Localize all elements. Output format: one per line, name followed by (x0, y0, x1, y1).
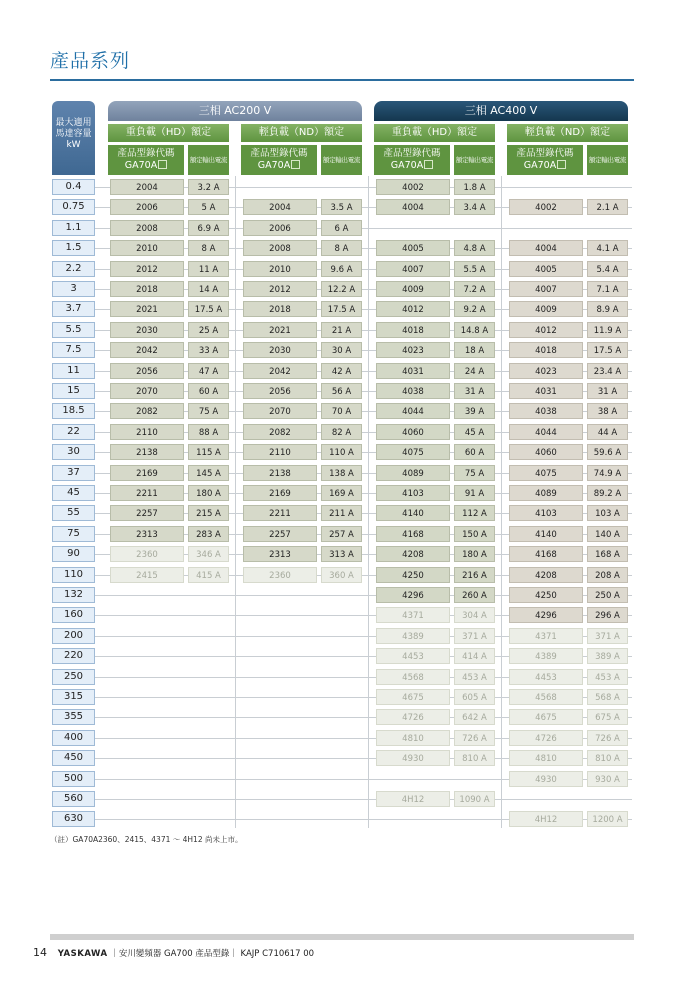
rated-current-cell: 47 A (188, 363, 229, 379)
rated-current-cell: 3.2 A (188, 179, 229, 195)
model-code-cell: 4038 (509, 403, 583, 419)
rated-current-cell: 150 A (454, 526, 495, 542)
model-code-cell: 4453 (376, 648, 450, 664)
code-header-prefix: GA70A (257, 160, 291, 171)
rated-current-cell: 8 A (321, 240, 362, 256)
kw-cell: 45 (52, 485, 95, 501)
amp-column-header: 額定輸出電流 (454, 145, 495, 175)
page-title: 產品系列 (50, 50, 131, 72)
rated-current-cell: 9.2 A (454, 301, 495, 317)
rated-current-cell: 17.5 A (188, 301, 229, 317)
kw-header-line: kW (66, 140, 81, 150)
code-header-line1: 產品型錄代碼 (516, 148, 574, 159)
rated-current-cell: 675 A (587, 709, 628, 725)
model-code-cell: 4208 (376, 546, 450, 562)
code-column-header (374, 145, 450, 175)
kw-cell: 37 (52, 465, 95, 481)
rated-current-cell: 453 A (454, 669, 495, 685)
rated-current-cell: 23.4 A (587, 363, 628, 379)
rated-current-cell: 60 A (188, 383, 229, 399)
rated-current-cell: 115 A (188, 444, 229, 460)
code-header-prefix: GA70A (390, 160, 424, 171)
kw-cell: 5.5 (52, 322, 95, 338)
model-code-cell: 4007 (376, 261, 450, 277)
model-code-cell: 4810 (509, 750, 583, 766)
rated-current-cell: 45 A (454, 424, 495, 440)
rated-current-cell: 642 A (454, 709, 495, 725)
rated-current-cell: 2.1 A (587, 199, 628, 215)
rated-current-cell: 59.6 A (587, 444, 628, 460)
model-code-cell: 2008 (110, 220, 184, 236)
rated-current-cell: 5.4 A (587, 261, 628, 277)
rated-current-cell: 12.2 A (321, 281, 362, 297)
code-header-line1: 產品型錄代碼 (383, 148, 441, 159)
rated-current-cell: 313 A (321, 546, 362, 562)
model-code-cell: 2018 (110, 281, 184, 297)
hd400-header: 重負載（HD）額定 (374, 124, 495, 142)
model-code-cell: 2415 (110, 567, 184, 583)
rated-current-cell: 260 A (454, 587, 495, 603)
kw-cell: 22 (52, 424, 95, 440)
rated-current-cell: 75 A (454, 465, 495, 481)
model-code-cell: 2006 (110, 199, 184, 215)
model-code-cell: 2257 (110, 505, 184, 521)
kw-cell: 18.5 (52, 403, 95, 419)
model-code-cell: 2012 (243, 281, 317, 297)
rated-current-cell: 4.1 A (587, 240, 628, 256)
model-code-cell: 2004 (243, 199, 317, 215)
model-code-cell: 4060 (509, 444, 583, 460)
kw-header-line: 馬達容量 (55, 129, 92, 139)
model-code-cell: 4031 (509, 383, 583, 399)
kw-cell: 3.7 (52, 301, 95, 317)
model-code-cell: 4038 (376, 383, 450, 399)
rated-current-cell: 180 A (454, 546, 495, 562)
model-code-cell: 2360 (243, 567, 317, 583)
model-code-cell: 2030 (110, 322, 184, 338)
rated-current-cell: 371 A (454, 628, 495, 644)
kw-cell: 30 (52, 444, 95, 460)
kw-cell: 55 (52, 505, 95, 521)
rated-current-cell: 30 A (321, 342, 362, 358)
model-code-cell: 2070 (110, 383, 184, 399)
model-code-cell: 4930 (509, 771, 583, 787)
rated-current-cell: 304 A (454, 607, 495, 623)
model-code-cell: 4453 (509, 669, 583, 685)
kw-cell: 315 (52, 689, 95, 705)
model-code-cell: 4012 (509, 322, 583, 338)
model-code-cell: 2110 (110, 424, 184, 440)
kw-cell: 355 (52, 709, 95, 725)
rated-current-cell: 21 A (321, 322, 362, 338)
rated-current-cell: 930 A (587, 771, 628, 787)
rated-current-cell: 810 A (454, 750, 495, 766)
rated-current-cell: 168 A (587, 546, 628, 562)
model-code-cell: 4002 (509, 199, 583, 215)
model-code-cell: 2257 (243, 526, 317, 542)
model-code-cell: 2360 (110, 546, 184, 562)
model-code-cell: 2138 (243, 465, 317, 481)
rated-current-cell: 31 A (587, 383, 628, 399)
rated-current-cell: 283 A (188, 526, 229, 542)
rated-current-cell: 18 A (454, 342, 495, 358)
rated-current-cell: 112 A (454, 505, 495, 521)
rated-current-cell: 415 A (188, 567, 229, 583)
model-code-cell: 4810 (376, 730, 450, 746)
model-code-cell: 4389 (376, 628, 450, 644)
rated-current-cell: 1200 A (587, 811, 628, 827)
kw-cell: 110 (52, 567, 95, 583)
rated-current-cell: 568 A (587, 689, 628, 705)
model-code-cell: 2021 (110, 301, 184, 317)
rated-current-cell: 726 A (587, 730, 628, 746)
model-code-cell: 4012 (376, 301, 450, 317)
kw-cell: 7.5 (52, 342, 95, 358)
model-code-cell: 4018 (509, 342, 583, 358)
rated-current-cell: 726 A (454, 730, 495, 746)
rated-current-cell: 3.4 A (454, 199, 495, 215)
model-code-cell: 2056 (110, 363, 184, 379)
model-code-cell: 4004 (509, 240, 583, 256)
kw-cell: 0.4 (52, 179, 95, 195)
footnote: （註）GA70A2360、2415、4371 ～ 4H12 尚未上市。 (50, 835, 243, 844)
model-code-cell: 4H12 (376, 791, 450, 807)
rated-current-cell: 360 A (321, 567, 362, 583)
model-code-cell: 4568 (376, 669, 450, 685)
rated-current-cell: 215 A (188, 505, 229, 521)
model-code-cell: 4371 (509, 628, 583, 644)
rated-current-cell: 5 A (188, 199, 229, 215)
code-header-line1: 產品型錄代碼 (250, 148, 308, 159)
model-code-cell: 4103 (509, 505, 583, 521)
kw-cell: 75 (52, 526, 95, 542)
rated-current-cell: 33 A (188, 342, 229, 358)
model-code-cell: 2082 (110, 403, 184, 419)
rated-current-cell: 17.5 A (587, 342, 628, 358)
model-code-cell: 2169 (110, 465, 184, 481)
rated-current-cell: 42 A (321, 363, 362, 379)
model-code-cell: 2138 (110, 444, 184, 460)
model-code-cell: 2010 (110, 240, 184, 256)
rated-current-cell: 257 A (321, 526, 362, 542)
rated-current-cell: 1090 A (454, 791, 495, 807)
model-code-cell: 4296 (509, 607, 583, 623)
rated-current-cell: 88 A (188, 424, 229, 440)
model-code-cell: 2021 (243, 322, 317, 338)
model-code-cell: 4089 (376, 465, 450, 481)
rated-current-cell: 25 A (188, 322, 229, 338)
rated-current-cell: 6.9 A (188, 220, 229, 236)
model-code-cell: 4168 (376, 526, 450, 542)
amp-column-header: 額定輸出電流 (188, 145, 229, 175)
rated-current-cell: 14 A (188, 281, 229, 297)
kw-cell: 3 (52, 281, 95, 297)
model-code-cell: 4044 (509, 424, 583, 440)
hd200-header: 重負載（HD）額定 (108, 124, 229, 142)
model-code-cell: 4023 (509, 363, 583, 379)
rated-current-cell: 103 A (587, 505, 628, 521)
rated-current-cell: 89.2 A (587, 485, 628, 501)
model-code-cell: 4296 (376, 587, 450, 603)
rated-current-cell: 346 A (188, 546, 229, 562)
rated-current-cell: 14.8 A (454, 322, 495, 338)
model-code-cell: 2056 (243, 383, 317, 399)
model-code-cell: 2211 (243, 505, 317, 521)
code-header-line2 (374, 160, 450, 172)
model-code-cell: 4009 (509, 301, 583, 317)
voltage-400-header: 三相 AC400 V (374, 101, 628, 121)
rated-current-cell: 9.6 A (321, 261, 362, 277)
model-code-cell: 2004 (110, 179, 184, 195)
code-column-header (108, 145, 184, 175)
code-header-line2 (108, 160, 184, 172)
title-rule (50, 79, 634, 81)
model-code-cell: 4140 (509, 526, 583, 542)
nd200-header: 輕負載（ND）額定 (241, 124, 362, 142)
code-column-header (507, 145, 583, 175)
rated-current-cell: 17.5 A (321, 301, 362, 317)
placeholder-box-icon (557, 160, 566, 169)
code-column-header (241, 145, 317, 175)
model-code-cell: 2006 (243, 220, 317, 236)
column-divider (501, 176, 502, 828)
rated-current-cell: 414 A (454, 648, 495, 664)
kw-cell: 400 (52, 730, 95, 746)
rated-current-cell: 180 A (188, 485, 229, 501)
column-divider (235, 176, 236, 828)
model-code-cell: 4930 (376, 750, 450, 766)
rated-current-cell: 60 A (454, 444, 495, 460)
footer-text: ｜安川變頻器 GA700 產品型錄｜ KAJP C710617 00 (110, 949, 315, 959)
code-header-line1: 產品型錄代碼 (117, 148, 175, 159)
model-code-cell: 4018 (376, 322, 450, 338)
page-footer (33, 946, 314, 959)
kw-cell: 2.2 (52, 261, 95, 277)
rated-current-cell: 8 A (188, 240, 229, 256)
rated-current-cell: 91 A (454, 485, 495, 501)
model-code-cell: 4075 (376, 444, 450, 460)
code-header-prefix: GA70A (124, 160, 158, 171)
brand-name: YASKAWA (57, 949, 108, 959)
model-code-cell: 2211 (110, 485, 184, 501)
rated-current-cell: 11.9 A (587, 322, 628, 338)
rated-current-cell: 605 A (454, 689, 495, 705)
rated-current-cell: 140 A (587, 526, 628, 542)
kw-header-line: 最大適用 (55, 118, 92, 128)
rated-current-cell: 371 A (587, 628, 628, 644)
kw-cell: 15 (52, 383, 95, 399)
kw-cell: 132 (52, 587, 95, 603)
model-code-cell: 2012 (110, 261, 184, 277)
model-code-cell: 2082 (243, 424, 317, 440)
kw-cell: 90 (52, 546, 95, 562)
kw-cell: 250 (52, 669, 95, 685)
rated-current-cell: 389 A (587, 648, 628, 664)
model-code-cell: 4002 (376, 179, 450, 195)
model-code-cell: 4568 (509, 689, 583, 705)
rated-current-cell: 7.1 A (587, 281, 628, 297)
placeholder-box-icon (158, 160, 167, 169)
column-divider (368, 176, 369, 828)
model-code-cell: 4005 (509, 261, 583, 277)
rated-current-cell: 74.9 A (587, 465, 628, 481)
model-code-cell: 2008 (243, 240, 317, 256)
rated-current-cell: 110 A (321, 444, 362, 460)
placeholder-box-icon (424, 160, 433, 169)
model-code-cell: 4726 (509, 730, 583, 746)
amp-column-header: 額定輸出電流 (321, 145, 362, 175)
model-code-cell: 2313 (243, 546, 317, 562)
kw-cell: 630 (52, 811, 95, 827)
rated-current-cell: 82 A (321, 424, 362, 440)
model-code-cell: 4726 (376, 709, 450, 725)
kw-cell: 560 (52, 791, 95, 807)
rated-current-cell: 208 A (587, 567, 628, 583)
model-code-cell: 4023 (376, 342, 450, 358)
rated-current-cell: 24 A (454, 363, 495, 379)
rated-current-cell: 70 A (321, 403, 362, 419)
model-code-cell: 4250 (509, 587, 583, 603)
model-code-cell: 4208 (509, 567, 583, 583)
code-header-prefix: GA70A (523, 160, 557, 171)
rated-current-cell: 11 A (188, 261, 229, 277)
model-code-cell: 2169 (243, 485, 317, 501)
model-code-cell: 4168 (509, 546, 583, 562)
kw-cell: 0.75 (52, 199, 95, 215)
page-number: 14 (33, 946, 47, 959)
model-code-cell: 4004 (376, 199, 450, 215)
rated-current-cell: 75 A (188, 403, 229, 419)
kw-cell: 500 (52, 771, 95, 787)
rated-current-cell: 8.9 A (587, 301, 628, 317)
kw-column-header (52, 101, 95, 175)
kw-cell: 1.5 (52, 240, 95, 256)
model-code-cell: 4075 (509, 465, 583, 481)
model-code-cell: 4675 (376, 689, 450, 705)
code-header-line2 (507, 160, 583, 172)
kw-cell: 160 (52, 607, 95, 623)
kw-cell: 1.1 (52, 220, 95, 236)
model-code-cell: 4007 (509, 281, 583, 297)
model-code-cell: 2313 (110, 526, 184, 542)
amp-column-header: 額定輸出電流 (587, 145, 628, 175)
model-code-cell: 4005 (376, 240, 450, 256)
rated-current-cell: 296 A (587, 607, 628, 623)
model-code-cell: 2110 (243, 444, 317, 460)
model-code-cell: 2018 (243, 301, 317, 317)
placeholder-box-icon (291, 160, 300, 169)
rated-current-cell: 31 A (454, 383, 495, 399)
rated-current-cell: 1.8 A (454, 179, 495, 195)
rated-current-cell: 169 A (321, 485, 362, 501)
model-code-cell: 4371 (376, 607, 450, 623)
model-code-cell: 2042 (110, 342, 184, 358)
kw-cell: 450 (52, 750, 95, 766)
model-code-cell: 4389 (509, 648, 583, 664)
rated-current-cell: 56 A (321, 383, 362, 399)
code-header-line2 (241, 160, 317, 172)
model-code-cell: 4060 (376, 424, 450, 440)
rated-current-cell: 38 A (587, 403, 628, 419)
model-code-cell: 4140 (376, 505, 450, 521)
rated-current-cell: 216 A (454, 567, 495, 583)
rated-current-cell: 7.2 A (454, 281, 495, 297)
model-code-cell: 4044 (376, 403, 450, 419)
model-code-cell: 4103 (376, 485, 450, 501)
rated-current-cell: 145 A (188, 465, 229, 481)
rated-current-cell: 6 A (321, 220, 362, 236)
model-code-cell: 2042 (243, 363, 317, 379)
model-code-cell: 4250 (376, 567, 450, 583)
model-code-cell: 4089 (509, 485, 583, 501)
kw-cell: 11 (52, 363, 95, 379)
nd400-header: 輕負載（ND）額定 (507, 124, 628, 142)
model-code-cell: 4009 (376, 281, 450, 297)
kw-cell: 220 (52, 648, 95, 664)
footer-rule (50, 934, 634, 940)
model-code-cell: 4H12 (509, 811, 583, 827)
model-code-cell: 4031 (376, 363, 450, 379)
voltage-200-header: 三相 AC200 V (108, 101, 362, 121)
rated-current-cell: 3.5 A (321, 199, 362, 215)
model-code-cell: 2010 (243, 261, 317, 277)
rated-current-cell: 138 A (321, 465, 362, 481)
model-code-cell: 2070 (243, 403, 317, 419)
model-code-cell: 4675 (509, 709, 583, 725)
rated-current-cell: 39 A (454, 403, 495, 419)
rated-current-cell: 4.8 A (454, 240, 495, 256)
row-gridline (95, 799, 632, 800)
rated-current-cell: 211 A (321, 505, 362, 521)
kw-cell: 200 (52, 628, 95, 644)
model-code-cell: 2030 (243, 342, 317, 358)
rated-current-cell: 5.5 A (454, 261, 495, 277)
rated-current-cell: 810 A (587, 750, 628, 766)
rated-current-cell: 453 A (587, 669, 628, 685)
rated-current-cell: 44 A (587, 424, 628, 440)
rated-current-cell: 250 A (587, 587, 628, 603)
